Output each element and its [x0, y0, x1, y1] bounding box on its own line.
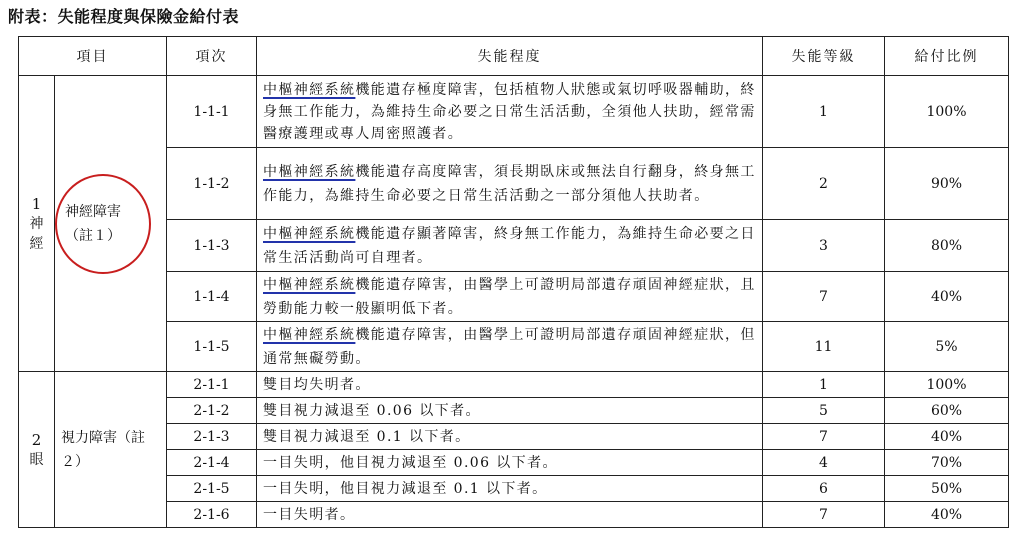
header-level: 失能等級 — [763, 37, 885, 76]
row-no: 2-1-5 — [167, 476, 257, 502]
table-row — [19, 450, 1009, 476]
item-label: 神經障害 — [65, 203, 121, 220]
table-row — [19, 424, 1009, 450]
header-degree: 失能程度 — [257, 37, 763, 76]
row-no: 1-1-3 — [167, 220, 257, 272]
row-description: 一目失明，他目視力減退至 0.06 以下者。 — [257, 450, 763, 476]
row-description — [257, 220, 763, 272]
underlined-term: 中樞神經系統 — [263, 225, 356, 242]
row-level: 1 — [763, 76, 885, 148]
row-description: 雙目視力減退至 0.06 以下者。 — [257, 398, 763, 424]
row-no: 1-1-4 — [167, 272, 257, 322]
underlined-term: 中樞神經系統 — [263, 276, 356, 293]
table-row — [19, 502, 1009, 528]
category-number: 2 — [31, 430, 42, 449]
header-no: 項次 — [167, 37, 257, 76]
description-text: 機能遺存顯著障害，終身無工作能力，為維持生命必要之日常生活活動尚可自理者。 — [263, 225, 756, 266]
row-ratio: 100% — [885, 76, 1009, 148]
row-no: 2-1-6 — [167, 502, 257, 528]
item-label: 視力障害（註２） — [61, 429, 145, 470]
underlined-term: 中樞神經系統 — [263, 163, 356, 180]
row-level: 7 — [763, 502, 885, 528]
description-text: 機能遺存極度障害，包括植物人狀態或氣切呼吸器輔助，終身無工作能力，為維持生命必要之日常生活活動，全須他人扶助，經常需醫療護理或專人周密照護者。 — [263, 81, 756, 142]
row-ratio: 80% — [885, 220, 1009, 272]
header-ratio: 給付比例 — [885, 37, 1009, 76]
row-ratio: 70% — [885, 450, 1009, 476]
row-no: 2-1-2 — [167, 398, 257, 424]
row-level: 5 — [763, 398, 885, 424]
row-description: 雙目視力減退至 0.1 以下者。 — [257, 424, 763, 450]
item-note: （註１） — [65, 227, 121, 244]
row-description — [257, 272, 763, 322]
underlined-term: 中樞神經系統 — [263, 326, 356, 343]
row-ratio: 50% — [885, 476, 1009, 502]
row-level: 4 — [763, 450, 885, 476]
item-cell-eye — [55, 372, 167, 528]
row-description — [257, 148, 763, 220]
row-description: 一目失明者。 — [257, 502, 763, 528]
row-level: 11 — [763, 322, 885, 372]
row-no: 1-1-2 — [167, 148, 257, 220]
row-description: 一目失明，他目視力減退至 0.1 以下者。 — [257, 476, 763, 502]
disability-table — [18, 36, 1009, 528]
row-no: 1-1-1 — [167, 76, 257, 148]
row-no: 2-1-1 — [167, 372, 257, 398]
row-no: 2-1-4 — [167, 450, 257, 476]
underlined-term: 中樞神經系統 — [263, 81, 356, 98]
row-ratio: 100% — [885, 372, 1009, 398]
category-number: 1 — [31, 194, 42, 213]
table-row — [19, 272, 1009, 322]
row-level: 7 — [763, 272, 885, 322]
row-level: 1 — [763, 372, 885, 398]
row-description: 雙目均失明者。 — [257, 372, 763, 398]
description-text: 機能遺存障害，由醫學上可證明局部遺存頑固神經症狀，且勞動能力較一般顯明低下者。 — [263, 276, 756, 317]
row-ratio: 60% — [885, 398, 1009, 424]
header-row — [19, 37, 1009, 76]
row-no: 2-1-3 — [167, 424, 257, 450]
row-level: 6 — [763, 476, 885, 502]
description-text: 機能遺存障害，由醫學上可證明局部遺存頑固神經症狀，但通常無礙勞動。 — [263, 326, 756, 367]
row-ratio: 90% — [885, 148, 1009, 220]
table-row — [19, 372, 1009, 398]
row-ratio: 5% — [885, 322, 1009, 372]
row-no: 1-1-5 — [167, 322, 257, 372]
red-circle-annotation — [55, 174, 151, 274]
category-cell-neuro — [19, 76, 55, 372]
header-item: 項目 — [19, 37, 167, 76]
table-row — [19, 76, 1009, 148]
category-cell-eye — [19, 372, 55, 528]
row-description — [257, 76, 763, 148]
neuro-item — [61, 200, 125, 248]
table-row — [19, 476, 1009, 502]
row-description — [257, 322, 763, 372]
description-text: 機能遺存高度障害，須長期臥床或無法自行翻身，終身無工作能力，為維持生命必要之日常生活活動之一部分須他人扶助者。 — [263, 163, 756, 204]
row-ratio: 40% — [885, 424, 1009, 450]
table-row — [19, 220, 1009, 272]
row-ratio: 40% — [885, 272, 1009, 322]
row-level: 2 — [763, 148, 885, 220]
table-row — [19, 148, 1009, 220]
page-title: 附表：失能程度與保險金給付表 — [8, 7, 240, 26]
category-name: 眼 — [29, 451, 44, 468]
row-ratio: 40% — [885, 502, 1009, 528]
row-level: 3 — [763, 220, 885, 272]
table-row — [19, 398, 1009, 424]
item-cell-neuro — [55, 76, 167, 372]
table-row — [19, 322, 1009, 372]
row-level: 7 — [763, 424, 885, 450]
category-name: 神經 — [29, 215, 44, 252]
